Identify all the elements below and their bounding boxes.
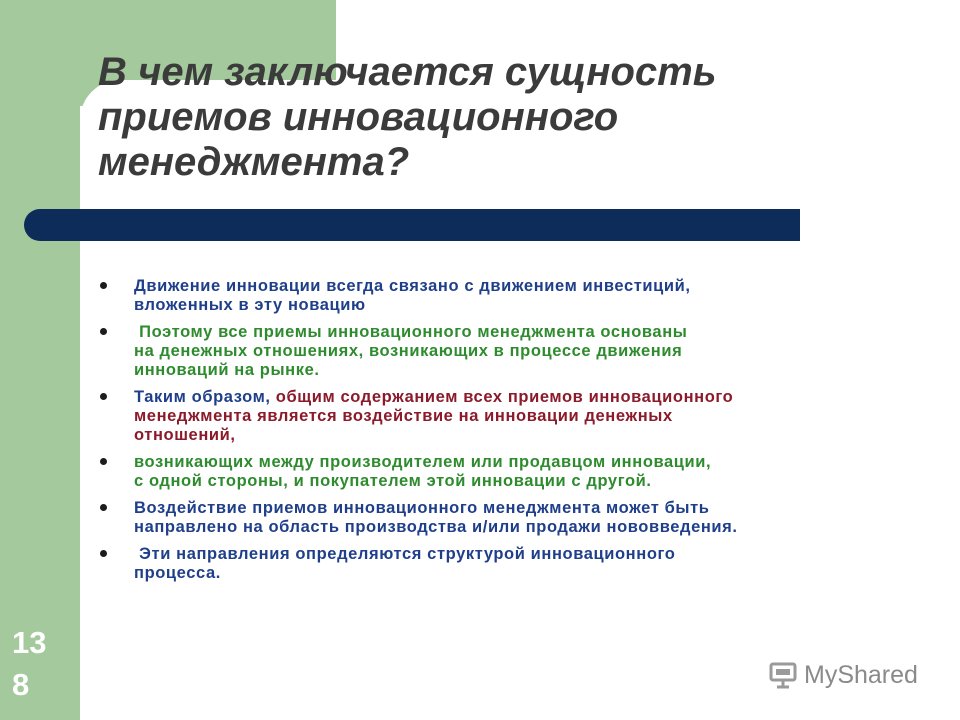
presentation-board-icon — [768, 660, 798, 690]
divider-bar — [60, 209, 800, 241]
title-line: приемов инновационного — [98, 95, 619, 139]
bullet-line: Движение инновации всегда связано с движением инвестиций, — [134, 277, 691, 295]
bullet-dot-icon — [100, 550, 107, 557]
bullet-line: Поэтому все приемы инновационного менеджмента основаны — [134, 323, 688, 341]
bullet-line: Воздействие приемов инновационного менеджмента может быть — [134, 499, 710, 517]
slide-title — [98, 50, 818, 185]
bullet-dot-icon — [100, 282, 107, 289]
bullet-item — [100, 323, 890, 380]
slide-number-line: 8 — [12, 667, 30, 702]
watermark-text: MyShared — [804, 660, 918, 689]
bullet-line: с одной стороны, и покупателем этой инновации с другой. — [134, 472, 652, 490]
bullet-line: инноваций на рынке. — [134, 361, 320, 379]
bullet-lead: Таким образом, — [134, 388, 276, 406]
sidebar-green-strip — [0, 0, 80, 720]
bullet-line: общим содержанием всех приемов инновационного — [275, 388, 734, 406]
title-line: В чем заключается сущность — [98, 50, 717, 94]
bullet-line: возникающих между производителем или продавцом инновации, — [134, 453, 712, 471]
bullet-line: менеджмента является воздействие на инновации денежных — [134, 407, 673, 425]
bullet-list — [100, 277, 890, 591]
bullet-item — [100, 545, 890, 583]
bullet-item — [100, 388, 890, 445]
slide-number-line: 13 — [12, 625, 47, 660]
bullet-line: Эти направления определяются структурой инновационного — [134, 545, 676, 563]
bullet-dot-icon — [100, 458, 107, 465]
bullet-line: вложенных в эту новацию — [134, 296, 366, 314]
bullet-item — [100, 499, 890, 537]
bullet-line: направлено на область производства и/или продажи нововведения. — [134, 518, 738, 536]
bullet-dot-icon — [100, 328, 107, 335]
bullet-item — [100, 453, 890, 491]
bullet-line: процесса. — [134, 564, 221, 582]
bullet-dot-icon — [100, 393, 107, 400]
bullet-dot-icon — [100, 504, 107, 511]
bullet-line: отношений, — [134, 426, 236, 444]
title-line: менеджмента? — [98, 140, 410, 184]
myshared-watermark — [768, 657, 918, 693]
bullet-item — [100, 277, 890, 315]
bullet-line: на денежных отношениях, возникающих в процессе движения — [134, 342, 683, 360]
slide-number — [12, 622, 68, 706]
